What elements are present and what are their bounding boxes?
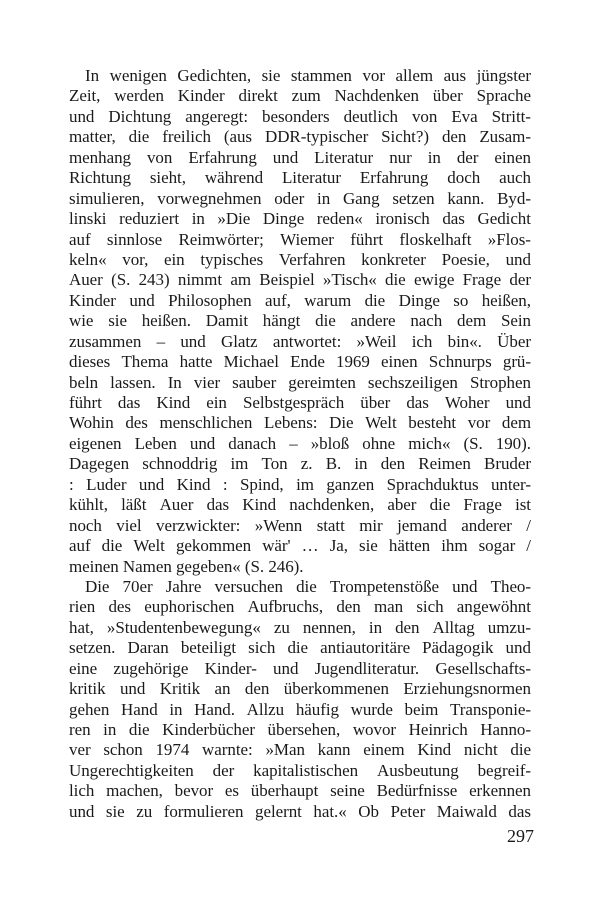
text-line: auf die Welt gekommen wär' … Ja, sie hätten ihm sogar /: [69, 536, 531, 556]
text-line: matter, die freilich (aus DDR-typischer Sicht?) den Zusam-: [69, 127, 531, 147]
text-line: : Luder und Kind : Spind, im ganzen Sprachduktus unter-: [69, 474, 531, 494]
text-line: dieses Thema hatte Michael Ende 1969 einen Schnurps grü-: [69, 352, 531, 372]
text-line: rien des euphorischen Aufbruchs, den man sich angewöhnt: [69, 597, 531, 617]
text-line: kühlt, läßt Auer das Kind nachdenken, aber die Frage ist: [69, 495, 531, 515]
text-line: lich machen, bevor es überhaupt seine Bedürfnisse erkennen: [69, 781, 531, 801]
text-line: hat, »Studentenbewegung« zu nennen, in den Alltag umzu-: [69, 617, 531, 637]
text-line: Kinder und Philosophen auf, warum die Dinge so heißen,: [69, 290, 531, 310]
text-line: und sie zu formulieren gelernt hat.« Ob Peter Maiwald das: [69, 801, 531, 821]
text-line: zusammen – und Glatz antwortet: »Weil ich bin«. Über: [69, 331, 531, 351]
text-line: Wohin des menschlichen Lebens: Die Welt besteht vor dem: [69, 413, 531, 433]
text-line: Zeit, werden Kinder direkt zum Nachdenken über Sprache: [69, 86, 531, 106]
text-line: gehen Hand in Hand. Allzu häufig wurde beim Transponie-: [69, 699, 531, 719]
text-line: wie sie heißen. Damit hängt die andere nach dem Sein: [69, 311, 531, 331]
body-text: [69, 66, 531, 822]
text-line: keln« vor, ein typisches Verfahren konkreter Poesie, und: [69, 249, 531, 269]
text-line: linski reduziert in »Die Dinge reden« ironisch das Gedicht: [69, 209, 531, 229]
text-line: Ungerechtigkeiten der kapitalistischen Ausbeutung begreif-: [69, 760, 531, 780]
text-line: kritik und Kritik an den überkommenen Erziehungsnormen: [69, 679, 531, 699]
text-line: In wenigen Gedichten, sie stammen vor allem aus jüngster: [85, 66, 531, 85]
text-line: menhang von Erfahrung und Literatur nur in der einen: [69, 147, 531, 167]
text-line: Die 70er Jahre versuchen die Trompetenstöße und Theo-: [85, 576, 531, 596]
text-line: ren in die Kinderbücher übersehen, wovor Heinrich Hanno-: [69, 720, 531, 739]
text-line: meinen Namen gegeben« (S. 246).: [69, 556, 304, 576]
text-line: simulieren, vorwegnehmen oder in Gang setzen kann. Byd-: [69, 188, 531, 208]
text-line: Richtung sieht, während Literatur Erfahrung doch auch: [69, 168, 531, 188]
text-line: auf sinnlose Reimwörter; Wiemer führt floskelhaft »Flos-: [69, 229, 531, 249]
text-line: eigenen Leben und danach – »bloß ohne mich« (S. 190).: [69, 433, 531, 453]
text-line: und Dichtung angeregt: besonders deutlich von Eva Stritt-: [69, 106, 531, 126]
paragraph-2: [69, 577, 531, 822]
text-line: eine zugehörige Kinder- und Jugendliteratur. Gesellschafts-: [69, 658, 531, 678]
text-line: beln lassen. In vier sauber gereimten sechszeiligen Strophen: [69, 372, 531, 392]
text-line: noch viel verzwickter: »Wenn statt mir jemand anderer /: [69, 515, 531, 535]
text-line: setzen. Daran beteiligt sich die antiautoritäre Pädagogik und: [69, 638, 531, 658]
page-number: 297: [507, 826, 534, 846]
paragraph-1: [69, 66, 531, 577]
text-line: Dagegen schnoddrig im Ton z. B. in den Reimen Bruder: [69, 454, 531, 474]
text-line: ver schon 1974 warnte: »Man kann einem Kind nicht die: [69, 740, 531, 760]
text-line: Auer (S. 243) nimmt am Beispiel »Tisch« die ewige Frage der: [69, 270, 531, 290]
text-line: führt das Kind ein Selbstgespräch über das Woher und: [69, 393, 531, 412]
